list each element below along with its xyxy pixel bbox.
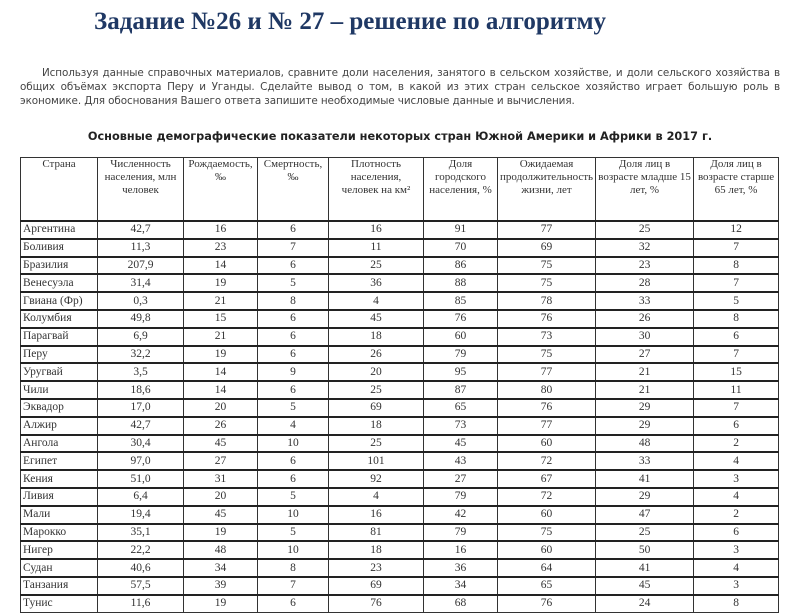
column-header: Ожидаемая продолжительность жизни, лет (498, 158, 596, 222)
value-cell: 95 (424, 363, 498, 381)
value-cell: 5 (258, 524, 329, 542)
value-cell: 6 (258, 346, 329, 364)
value-cell: 26 (329, 346, 424, 364)
value-cell: 4 (258, 417, 329, 435)
value-cell: 25 (329, 381, 424, 399)
table-row (21, 541, 779, 559)
value-cell: 27 (184, 452, 258, 470)
country-cell: Венесуэла (21, 274, 98, 292)
value-cell: 8 (694, 595, 779, 612)
value-cell: 65 (498, 577, 596, 595)
value-cell: 6 (258, 310, 329, 328)
value-cell: 42,7 (98, 417, 184, 435)
value-cell: 6,4 (98, 488, 184, 506)
demographics-table (20, 157, 779, 613)
country-cell: Бразилия (21, 257, 98, 275)
value-cell: 30,4 (98, 435, 184, 453)
value-cell: 25 (329, 257, 424, 275)
value-cell: 25 (596, 524, 694, 542)
value-cell: 27 (424, 470, 498, 488)
value-cell: 10 (258, 541, 329, 559)
value-cell: 45 (184, 435, 258, 453)
value-cell: 15 (694, 363, 779, 381)
value-cell: 6 (694, 328, 779, 346)
value-cell: 73 (424, 417, 498, 435)
country-cell: Перу (21, 346, 98, 364)
value-cell: 92 (329, 470, 424, 488)
value-cell: 88 (424, 274, 498, 292)
table-row (21, 506, 779, 524)
table-row (21, 399, 779, 417)
value-cell: 19,4 (98, 506, 184, 524)
value-cell: 14 (184, 257, 258, 275)
value-cell: 69 (498, 239, 596, 257)
value-cell: 20 (329, 363, 424, 381)
value-cell: 45 (424, 435, 498, 453)
value-cell: 42,7 (98, 221, 184, 239)
value-cell: 5 (694, 292, 779, 310)
value-cell: 60 (498, 435, 596, 453)
value-cell: 87 (424, 381, 498, 399)
value-cell: 2 (694, 435, 779, 453)
value-cell: 51,0 (98, 470, 184, 488)
value-cell: 18,6 (98, 381, 184, 399)
value-cell: 16 (329, 506, 424, 524)
table-row (21, 417, 779, 435)
value-cell: 207,9 (98, 257, 184, 275)
value-cell: 4 (694, 488, 779, 506)
value-cell: 3 (694, 577, 779, 595)
value-cell: 4 (329, 292, 424, 310)
value-cell: 16 (184, 221, 258, 239)
value-cell: 45 (329, 310, 424, 328)
value-cell: 11,3 (98, 239, 184, 257)
value-cell: 19 (184, 274, 258, 292)
value-cell: 23 (329, 559, 424, 577)
value-cell: 72 (498, 452, 596, 470)
table-row (21, 381, 779, 399)
value-cell: 3 (694, 541, 779, 559)
value-cell: 36 (424, 559, 498, 577)
value-cell: 49,8 (98, 310, 184, 328)
value-cell: 48 (596, 435, 694, 453)
value-cell: 6 (258, 328, 329, 346)
table-caption: Основные демографические показатели некоторых стран Южной Америки и Африки в 2017 г. (87, 130, 713, 143)
value-cell: 8 (694, 257, 779, 275)
value-cell: 33 (596, 292, 694, 310)
country-cell: Алжир (21, 417, 98, 435)
value-cell: 69 (329, 399, 424, 417)
value-cell: 65 (424, 399, 498, 417)
value-cell: 9 (258, 363, 329, 381)
value-cell: 76 (498, 399, 596, 417)
value-cell: 70 (424, 239, 498, 257)
value-cell: 25 (329, 435, 424, 453)
value-cell: 43 (424, 452, 498, 470)
value-cell: 31,4 (98, 274, 184, 292)
value-cell: 26 (596, 310, 694, 328)
table-row (21, 239, 779, 257)
value-cell: 6 (258, 381, 329, 399)
value-cell: 32,2 (98, 346, 184, 364)
value-cell: 35,1 (98, 524, 184, 542)
column-header: Плотность населения, человек на км² (329, 158, 424, 222)
value-cell: 3,5 (98, 363, 184, 381)
value-cell: 3 (694, 470, 779, 488)
table-header-row (21, 158, 779, 222)
table-row (21, 452, 779, 470)
slide-title: Задание №26 и № 27 – решение по алгоритму (94, 8, 606, 35)
value-cell: 7 (258, 577, 329, 595)
table-row (21, 595, 779, 612)
country-cell: Марокко (21, 524, 98, 542)
value-cell: 101 (329, 452, 424, 470)
value-cell: 80 (498, 381, 596, 399)
value-cell: 21 (184, 292, 258, 310)
value-cell: 16 (329, 221, 424, 239)
value-cell: 50 (596, 541, 694, 559)
value-cell: 11 (329, 239, 424, 257)
value-cell: 6 (258, 452, 329, 470)
value-cell: 77 (498, 363, 596, 381)
value-cell: 39 (184, 577, 258, 595)
value-cell: 75 (498, 257, 596, 275)
value-cell: 26 (184, 417, 258, 435)
value-cell: 18 (329, 541, 424, 559)
country-cell: Парагвай (21, 328, 98, 346)
table-row (21, 559, 779, 577)
country-cell: Колумбия (21, 310, 98, 328)
value-cell: 91 (424, 221, 498, 239)
country-cell: Гвиана (Фр) (21, 292, 98, 310)
value-cell: 30 (596, 328, 694, 346)
value-cell: 24 (596, 595, 694, 612)
value-cell: 16 (424, 541, 498, 559)
value-cell: 22,2 (98, 541, 184, 559)
task-text: Используя данные справочных материалов, сравните доли населения, занятого в сельском хозяйстве, и доли сельского хозяйства в общих объёмах экспорта Перу и Уганды. Сделайте вывод о том, в какой из этих стран сельское хозяйство играет большую роль в экономике. Для обоснования Вашего ответа запишите необходимые числовые данные и вычисления. (20, 67, 780, 107)
value-cell: 79 (424, 488, 498, 506)
value-cell: 60 (424, 328, 498, 346)
country-cell: Танзания (21, 577, 98, 595)
value-cell: 7 (694, 399, 779, 417)
value-cell: 68 (424, 595, 498, 612)
value-cell: 72 (498, 488, 596, 506)
table-row (21, 470, 779, 488)
value-cell: 6 (258, 257, 329, 275)
value-cell: 12 (694, 221, 779, 239)
value-cell: 21 (184, 328, 258, 346)
value-cell: 8 (258, 559, 329, 577)
value-cell: 28 (596, 274, 694, 292)
value-cell: 6 (258, 470, 329, 488)
country-cell: Ангола (21, 435, 98, 453)
value-cell: 7 (694, 274, 779, 292)
country-cell: Уругвай (21, 363, 98, 381)
value-cell: 8 (258, 292, 329, 310)
value-cell: 32 (596, 239, 694, 257)
country-cell: Мали (21, 506, 98, 524)
value-cell: 77 (498, 221, 596, 239)
table-row (21, 292, 779, 310)
value-cell: 97,0 (98, 452, 184, 470)
value-cell: 19 (184, 524, 258, 542)
value-cell: 11 (694, 381, 779, 399)
value-cell: 0,3 (98, 292, 184, 310)
value-cell: 41 (596, 559, 694, 577)
value-cell: 36 (329, 274, 424, 292)
value-cell: 47 (596, 506, 694, 524)
value-cell: 81 (329, 524, 424, 542)
value-cell: 29 (596, 417, 694, 435)
value-cell: 8 (694, 310, 779, 328)
value-cell: 76 (329, 595, 424, 612)
value-cell: 14 (184, 381, 258, 399)
value-cell: 18 (329, 417, 424, 435)
country-cell: Кения (21, 470, 98, 488)
value-cell: 67 (498, 470, 596, 488)
value-cell: 6,9 (98, 328, 184, 346)
country-cell: Эквадор (21, 399, 98, 417)
value-cell: 10 (258, 435, 329, 453)
table-row (21, 577, 779, 595)
value-cell: 85 (424, 292, 498, 310)
value-cell: 75 (498, 274, 596, 292)
column-header: Доля лиц в возрасте младше 15 лет, % (596, 158, 694, 222)
column-header: Доля городского населения, % (424, 158, 498, 222)
value-cell: 57,5 (98, 577, 184, 595)
value-cell: 6 (258, 595, 329, 612)
table-row (21, 274, 779, 292)
value-cell: 19 (184, 346, 258, 364)
table-row (21, 257, 779, 275)
value-cell: 78 (498, 292, 596, 310)
value-cell: 20 (184, 488, 258, 506)
value-cell: 15 (184, 310, 258, 328)
value-cell: 10 (258, 506, 329, 524)
value-cell: 2 (694, 506, 779, 524)
value-cell: 5 (258, 399, 329, 417)
column-header: Смертность, ‰ (258, 158, 329, 222)
column-header: Доля лиц в возрасте старше 65 лет, % (694, 158, 779, 222)
country-cell: Тунис (21, 595, 98, 612)
value-cell: 4 (694, 559, 779, 577)
table-row (21, 328, 779, 346)
country-cell: Нигер (21, 541, 98, 559)
table-row (21, 524, 779, 542)
value-cell: 76 (424, 310, 498, 328)
value-cell: 19 (184, 595, 258, 612)
value-cell: 25 (596, 221, 694, 239)
value-cell: 6 (258, 221, 329, 239)
country-cell: Чили (21, 381, 98, 399)
value-cell: 64 (498, 559, 596, 577)
column-header: Рождаемость, ‰ (184, 158, 258, 222)
value-cell: 5 (258, 274, 329, 292)
value-cell: 76 (498, 310, 596, 328)
value-cell: 18 (329, 328, 424, 346)
value-cell: 69 (329, 577, 424, 595)
value-cell: 6 (694, 524, 779, 542)
value-cell: 76 (498, 595, 596, 612)
value-cell: 23 (596, 257, 694, 275)
value-cell: 34 (184, 559, 258, 577)
value-cell: 86 (424, 257, 498, 275)
country-cell: Боливия (21, 239, 98, 257)
table-row (21, 346, 779, 364)
value-cell: 29 (596, 399, 694, 417)
value-cell: 21 (596, 363, 694, 381)
value-cell: 75 (498, 524, 596, 542)
value-cell: 48 (184, 541, 258, 559)
value-cell: 75 (498, 346, 596, 364)
table-row (21, 488, 779, 506)
value-cell: 4 (694, 452, 779, 470)
value-cell: 5 (258, 488, 329, 506)
value-cell: 41 (596, 470, 694, 488)
value-cell: 29 (596, 488, 694, 506)
value-cell: 45 (596, 577, 694, 595)
value-cell: 34 (424, 577, 498, 595)
value-cell: 79 (424, 346, 498, 364)
value-cell: 60 (498, 506, 596, 524)
value-cell: 40,6 (98, 559, 184, 577)
value-cell: 27 (596, 346, 694, 364)
value-cell: 20 (184, 399, 258, 417)
value-cell: 73 (498, 328, 596, 346)
value-cell: 7 (694, 346, 779, 364)
value-cell: 33 (596, 452, 694, 470)
country-cell: Египет (21, 452, 98, 470)
country-cell: Судан (21, 559, 98, 577)
value-cell: 45 (184, 506, 258, 524)
value-cell: 7 (694, 239, 779, 257)
value-cell: 21 (596, 381, 694, 399)
value-cell: 14 (184, 363, 258, 381)
value-cell: 31 (184, 470, 258, 488)
value-cell: 60 (498, 541, 596, 559)
value-cell: 79 (424, 524, 498, 542)
country-cell: Аргентина (21, 221, 98, 239)
table-row (21, 310, 779, 328)
value-cell: 6 (694, 417, 779, 435)
table-row (21, 221, 779, 239)
value-cell: 23 (184, 239, 258, 257)
country-cell: Ливия (21, 488, 98, 506)
value-cell: 42 (424, 506, 498, 524)
column-header: Страна (21, 158, 98, 222)
table-row (21, 363, 779, 381)
value-cell: 7 (258, 239, 329, 257)
value-cell: 77 (498, 417, 596, 435)
table-row (21, 435, 779, 453)
value-cell: 4 (329, 488, 424, 506)
value-cell: 11,6 (98, 595, 184, 612)
value-cell: 17,0 (98, 399, 184, 417)
column-header: Численность населения, млн человек (98, 158, 184, 222)
